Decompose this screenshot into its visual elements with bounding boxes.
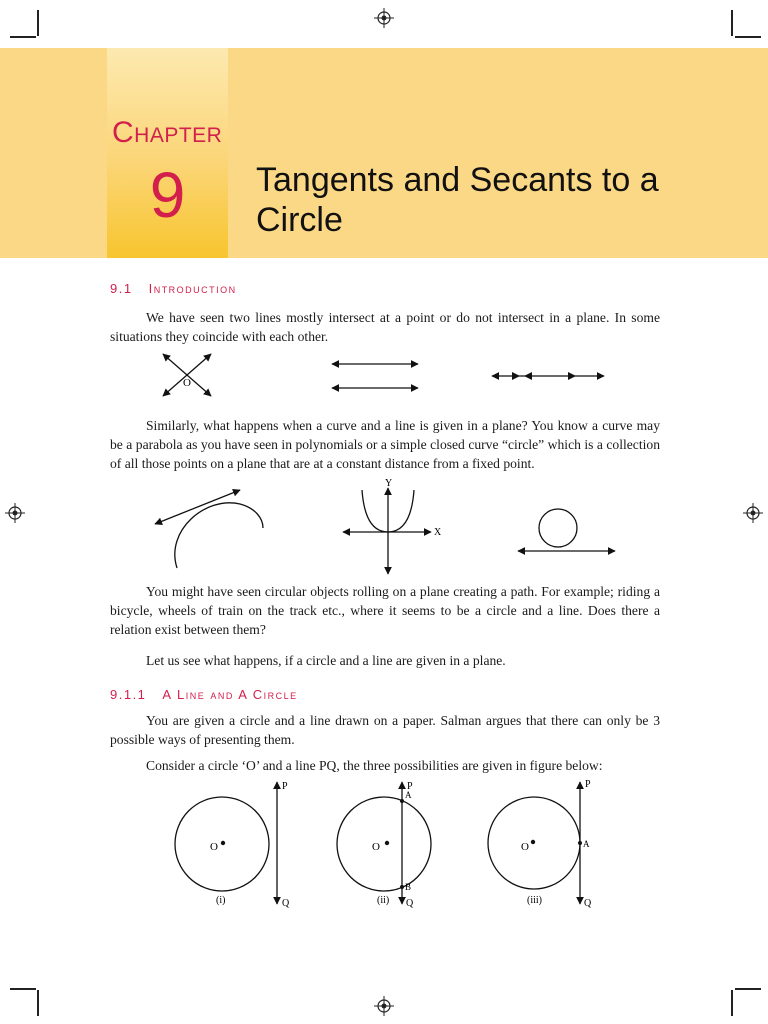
caption: (iii) — [527, 895, 542, 906]
paragraph: Let us see what happens, if a circle and a line are given in a plane. — [146, 653, 506, 668]
q-label: Q — [282, 898, 290, 909]
p-label: P — [282, 781, 288, 792]
figure-lines — [150, 346, 620, 406]
registration-mark-icon — [5, 503, 25, 523]
case-secant — [337, 781, 431, 909]
coincident-lines — [492, 372, 604, 380]
crop-mark — [37, 990, 39, 1016]
case-tangent — [488, 779, 592, 909]
q-label: Q — [406, 898, 414, 909]
chapter-number: 9 — [149, 159, 186, 231]
registration-mark-icon — [374, 8, 394, 28]
paragraph: We have seen two lines mostly intersect at a point or do not intersect in a plane. In some situations they coincide with each other. — [110, 310, 660, 344]
a-label: A — [583, 839, 590, 849]
figure-circle-line — [160, 776, 620, 910]
point-label: O — [183, 377, 191, 389]
chapter-title: Tangents and Secants to a Circle — [256, 161, 659, 239]
caption: (ii) — [377, 895, 390, 906]
crop-mark — [735, 988, 761, 990]
paragraph: Similarly, what happens when a curve and a line is given in a plane? You know a curve may be a parabola as you have seen in polynomials or a simple closed curve “circle” which is a collection of all those points on a plane that are at a constant distance from a fixed point. — [110, 418, 660, 471]
section-title: Introduction — [148, 281, 237, 296]
subsection-heading — [110, 687, 298, 702]
parabola-with-axes — [343, 478, 442, 574]
crop-mark — [731, 10, 733, 36]
caption: (i) — [216, 895, 226, 906]
crop-mark — [735, 36, 761, 38]
crop-mark — [10, 36, 36, 38]
center-label: O — [210, 841, 218, 853]
parallel-lines — [332, 364, 418, 388]
curve-with-line — [155, 490, 263, 568]
paragraph: You are given a circle and a line drawn on a paper. Salman argues that there can only be 3 possible ways of presenting them. — [110, 713, 660, 747]
intersecting-lines — [163, 354, 211, 396]
section-number: 9.1 — [110, 281, 133, 296]
p-label: P — [585, 779, 591, 790]
crop-mark — [731, 990, 733, 1016]
case-non-intersecting — [175, 781, 290, 909]
paragraph: Consider a circle ‘O’ and a line PQ, the three possibilities are given in figure below: — [146, 758, 603, 773]
crop-mark — [10, 988, 36, 990]
a-label: A — [405, 790, 412, 800]
section-heading — [110, 281, 237, 296]
x-axis-label: X — [434, 527, 442, 538]
b-label: B — [405, 882, 412, 892]
subsection-number: 9.1.1 — [110, 687, 147, 702]
p-label: P — [407, 781, 413, 792]
registration-mark-icon — [374, 996, 394, 1016]
registration-mark-icon — [743, 503, 763, 523]
crop-mark — [37, 10, 39, 36]
subsection-title: A Line and A Circle — [162, 687, 298, 702]
chapter-label: Chapter — [112, 116, 223, 149]
center-label: O — [521, 841, 529, 853]
figure-curves — [145, 476, 625, 576]
y-axis-label: Y — [385, 478, 393, 489]
circle-on-line — [518, 509, 615, 551]
center-label: O — [372, 841, 380, 853]
paragraph: You might have seen circular objects rolling on a plane creating a path. For example; riding a bicycle, wheels of train on the track etc., where it seems to be a circle and a line. Does there a relation exist between them? — [110, 584, 660, 637]
q-label: Q — [584, 898, 592, 909]
